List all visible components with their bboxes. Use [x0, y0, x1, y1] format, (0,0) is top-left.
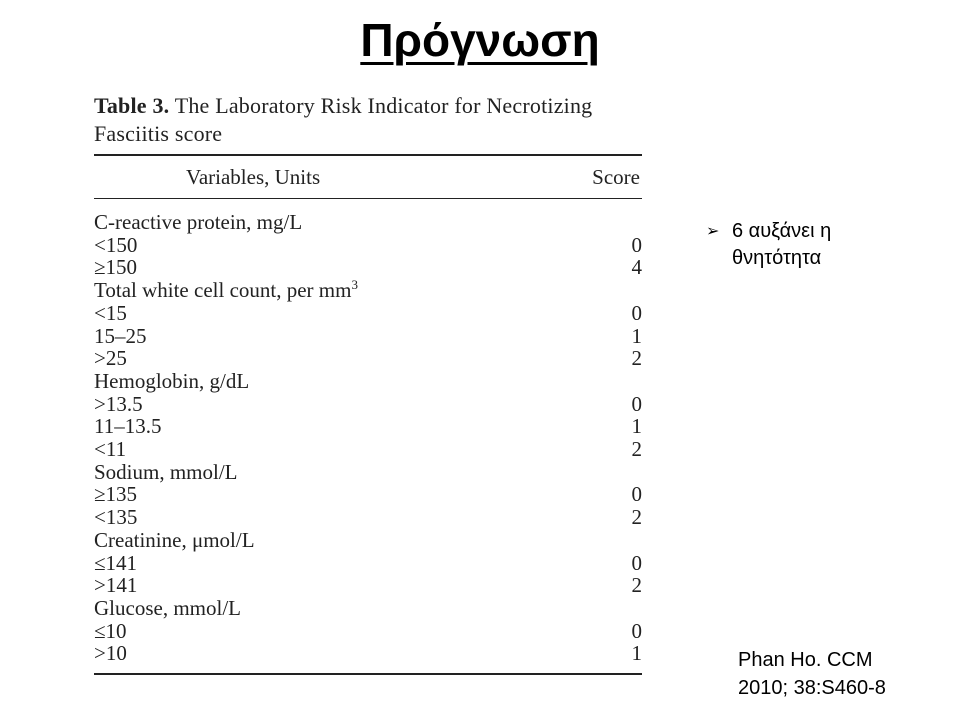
- table-category-row: [94, 529, 642, 552]
- column-header-variables: Variables, Units: [186, 164, 321, 189]
- range-label: [94, 234, 562, 257]
- score-value: 0: [631, 482, 642, 507]
- table-row: [94, 325, 642, 348]
- category-label: [94, 279, 562, 302]
- score-value: 2: [631, 437, 642, 462]
- row-label-text: Glucose, mmol/L: [94, 595, 241, 620]
- row-label-text: Total white cell count, per mm: [94, 278, 352, 303]
- table-header-rule: [94, 198, 642, 199]
- score-value: 0: [631, 618, 642, 643]
- range-label: [94, 325, 562, 348]
- range-label: [94, 620, 562, 643]
- row-label-text: >25: [94, 346, 127, 371]
- table-category-row: [94, 211, 642, 234]
- score-value: 0: [631, 232, 642, 257]
- row-label-text: <150: [94, 232, 138, 257]
- range-label: [94, 574, 562, 597]
- range-label: [94, 415, 562, 438]
- table-category-row: [94, 461, 642, 484]
- range-label: [94, 256, 562, 279]
- table-header-row: [94, 156, 642, 198]
- score-value: 0: [631, 300, 642, 325]
- category-label: [94, 529, 562, 552]
- range-label: [94, 483, 562, 506]
- table-row: [94, 552, 642, 575]
- score-value: [562, 597, 642, 620]
- table-row: [94, 574, 642, 597]
- table-row: [94, 347, 642, 370]
- row-label-text: <11: [94, 437, 127, 462]
- range-label: [94, 642, 562, 665]
- range-label: [94, 438, 562, 461]
- table-row: [94, 506, 642, 529]
- table-row: [94, 642, 642, 665]
- table-caption-label: Table 3.: [94, 93, 170, 118]
- range-label: [94, 302, 562, 325]
- row-label-text: ≥150: [94, 255, 138, 280]
- score-value: 1: [631, 641, 642, 666]
- table-row: [94, 234, 642, 257]
- table-category-row: [94, 279, 642, 302]
- table-row: [94, 393, 642, 416]
- row-label-text: C-reactive protein, mg/L: [94, 210, 303, 234]
- score-value: 2: [631, 573, 642, 598]
- table-caption: [94, 92, 642, 148]
- prognosis-note: [706, 218, 946, 272]
- category-label: [94, 461, 562, 484]
- score-value: 4: [631, 255, 642, 280]
- table-body: [94, 211, 642, 665]
- category-label: [94, 597, 562, 620]
- row-label-superscript: 3: [351, 277, 358, 293]
- arrow-bullet-icon: ➢: [706, 223, 720, 240]
- table-row: [94, 483, 642, 506]
- citation-line1: Phan Ho. CCM: [738, 649, 873, 671]
- score-value: [562, 529, 642, 552]
- row-label-text: Hemoglobin, g/dL: [94, 368, 250, 393]
- score-value: 1: [631, 414, 642, 439]
- row-label-text: >10: [94, 641, 127, 666]
- score-value: 2: [631, 505, 642, 530]
- range-label: [94, 506, 562, 529]
- score-value: 2: [631, 346, 642, 371]
- row-label-text: ≥135: [94, 482, 138, 507]
- slide-title-text: Πρόγνωση: [360, 14, 600, 66]
- score-value: [562, 370, 642, 393]
- row-label-text: >13.5: [94, 391, 143, 416]
- citation: [738, 646, 948, 702]
- table-bottom-rule: [94, 673, 642, 675]
- score-table: [94, 211, 642, 665]
- table-row: [94, 256, 642, 279]
- score-value: [562, 461, 642, 484]
- row-label-text: Sodium, mmol/L: [94, 459, 238, 484]
- bullet-item: [706, 218, 946, 245]
- category-label: [94, 370, 562, 393]
- row-label-text: >141: [94, 573, 138, 598]
- row-label-text: <15: [94, 300, 127, 325]
- table-caption-text: The Laboratory Risk Indicator for Necrotizing Fasciitis score: [94, 93, 593, 146]
- lrinec-table: [94, 92, 642, 675]
- score-value: [562, 211, 642, 234]
- range-label: [94, 552, 562, 575]
- row-label-text: 11–13.5: [94, 414, 162, 439]
- row-label-text: 15–25: [94, 323, 147, 348]
- row-label-text: ≤141: [94, 550, 138, 575]
- column-header-score: Score: [592, 164, 640, 189]
- bullet-text-line2: θνητότητα: [732, 247, 822, 269]
- table-row: [94, 415, 642, 438]
- table-row: [94, 620, 642, 643]
- score-value: 0: [631, 550, 642, 575]
- bullet-text-line1: 6 αυξάνει η: [732, 220, 832, 242]
- table-category-row: [94, 370, 642, 393]
- row-label-text: Creatinine, μmol/L: [94, 527, 255, 552]
- table-category-row: [94, 597, 642, 620]
- citation-line2: 2010; 38:S460-8: [738, 677, 886, 699]
- slide-title: [0, 10, 960, 70]
- row-label-text: <135: [94, 505, 138, 530]
- score-value: [562, 279, 642, 302]
- range-label: [94, 347, 562, 370]
- score-value: 0: [631, 391, 642, 416]
- score-value: 1: [631, 323, 642, 348]
- category-label: [94, 211, 562, 234]
- row-label-text: ≤10: [94, 618, 127, 643]
- table-row: [94, 302, 642, 325]
- table-row: [94, 438, 642, 461]
- range-label: [94, 393, 562, 416]
